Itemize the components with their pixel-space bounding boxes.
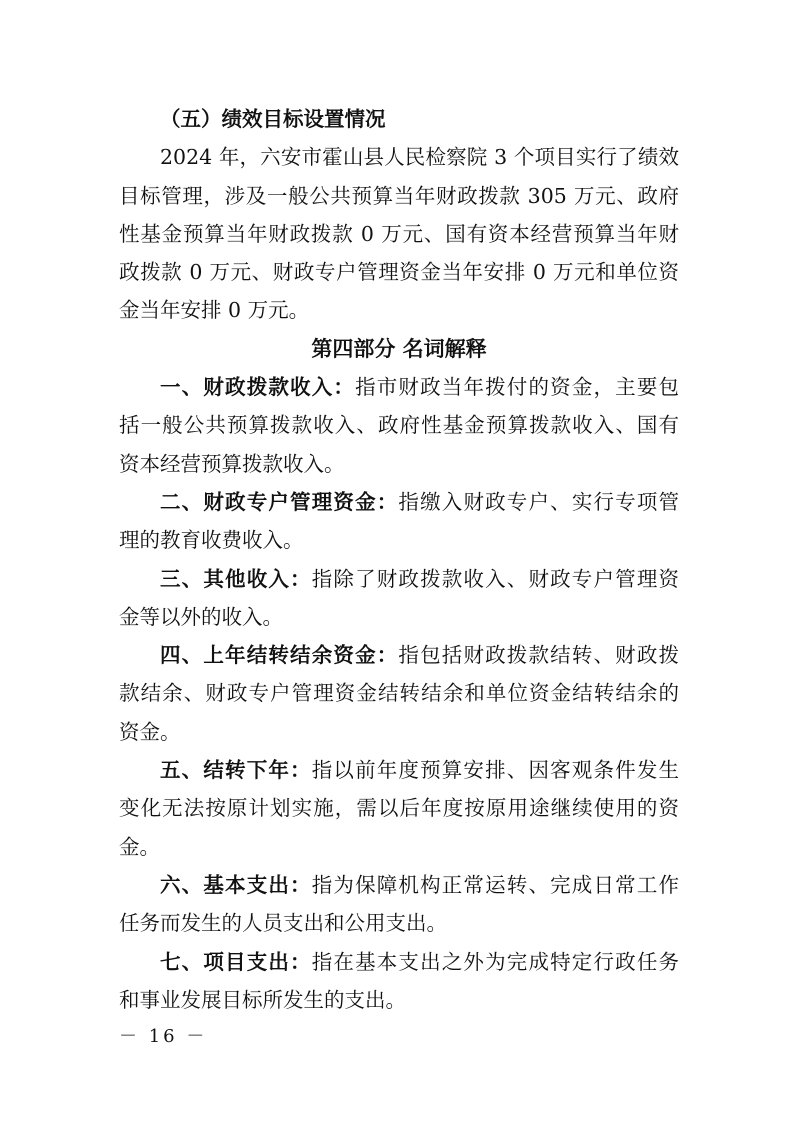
definition-first-line xyxy=(119,751,679,789)
definition-text: 指缴入财政专户、实行专项管 xyxy=(398,489,680,514)
definition-line: 资金。 xyxy=(119,719,181,744)
section-title: 第四部分 名词解释 xyxy=(311,336,487,361)
definition-first-line xyxy=(119,368,679,406)
definition-term: 三、其他收入： xyxy=(160,566,312,591)
paragraph-performance xyxy=(119,138,679,329)
definition-2 xyxy=(119,483,679,560)
definition-first-line xyxy=(119,943,679,981)
definition-term: 五、结转下年： xyxy=(160,758,312,783)
definition-term: 二、财政专户管理资金： xyxy=(160,489,399,514)
definition-7 xyxy=(119,943,679,1020)
definition-term: 六、基本支出： xyxy=(160,872,312,897)
definition-term: 一、财政拨款收入： xyxy=(160,375,356,400)
definition-first-line xyxy=(119,483,679,521)
paragraph-line: 金当年安排 0 万元。 xyxy=(119,298,310,323)
definition-line: 和事业发展目标所发生的支出。 xyxy=(119,987,406,1012)
definition-text: 指市财政当年拨付的资金，主要包 xyxy=(355,375,680,400)
definition-first-line xyxy=(119,636,679,674)
definition-4 xyxy=(119,636,679,751)
definition-text: 指包括财政拨款结转、财政拨 xyxy=(398,643,680,668)
definition-text: 指除了财政拨款收入、财政专户管理资 xyxy=(311,566,680,591)
definition-line: 变化无法按原计划实施，需以后年度按原用途继续使用的资 xyxy=(119,796,679,821)
definition-line: 资本经营预算拨款收入。 xyxy=(119,451,345,476)
definition-6 xyxy=(119,866,679,943)
page-number: － 16 － xyxy=(119,1026,208,1047)
definition-term: 四、上年结转结余资金： xyxy=(160,643,399,668)
definition-1 xyxy=(119,368,679,483)
definition-line: 金。 xyxy=(119,834,160,859)
definition-term: 七、项目支出： xyxy=(160,949,312,974)
definition-text: 指在基本支出之外为完成特定行政任务 xyxy=(311,949,680,974)
definition-3 xyxy=(119,560,679,637)
paragraph-line: 政拨款 0 万元、财政专户管理资金当年安排 0 万元和单位资 xyxy=(119,260,679,285)
definition-5 xyxy=(119,751,679,866)
definition-line: 任务而发生的人员支出和公用支出。 xyxy=(119,911,447,936)
paragraph-line: 性基金预算当年财政拨款 0 万元、国有资本经营预算当年财 xyxy=(119,221,679,246)
definition-text: 指以前年度预算安排、因客观条件发生 xyxy=(311,758,680,783)
definition-line: 款结余、财政专户管理资金结转结余和单位资金结转结余的 xyxy=(119,681,679,706)
paragraph-line: 2024 年，六安市霍山县人民检察院 3 个项目实行了绩效 xyxy=(160,145,679,170)
definition-text: 指为保障机构正常运转、完成日常工作 xyxy=(311,872,680,897)
definition-line: 金等以外的收入。 xyxy=(119,604,283,629)
page-content xyxy=(119,100,679,1019)
definition-first-line xyxy=(119,560,679,598)
subheading-performance-goals: （五）绩效目标设置情况 xyxy=(160,107,386,131)
definition-first-line xyxy=(119,866,679,904)
definition-line: 括一般公共预算拨款收入、政府性基金预算拨款收入、国有 xyxy=(119,413,679,438)
paragraph-line: 目标管理，涉及一般公共预算当年财政拨款 305 万元、政府 xyxy=(119,183,679,208)
definition-line: 理的教育收费收入。 xyxy=(119,528,304,553)
